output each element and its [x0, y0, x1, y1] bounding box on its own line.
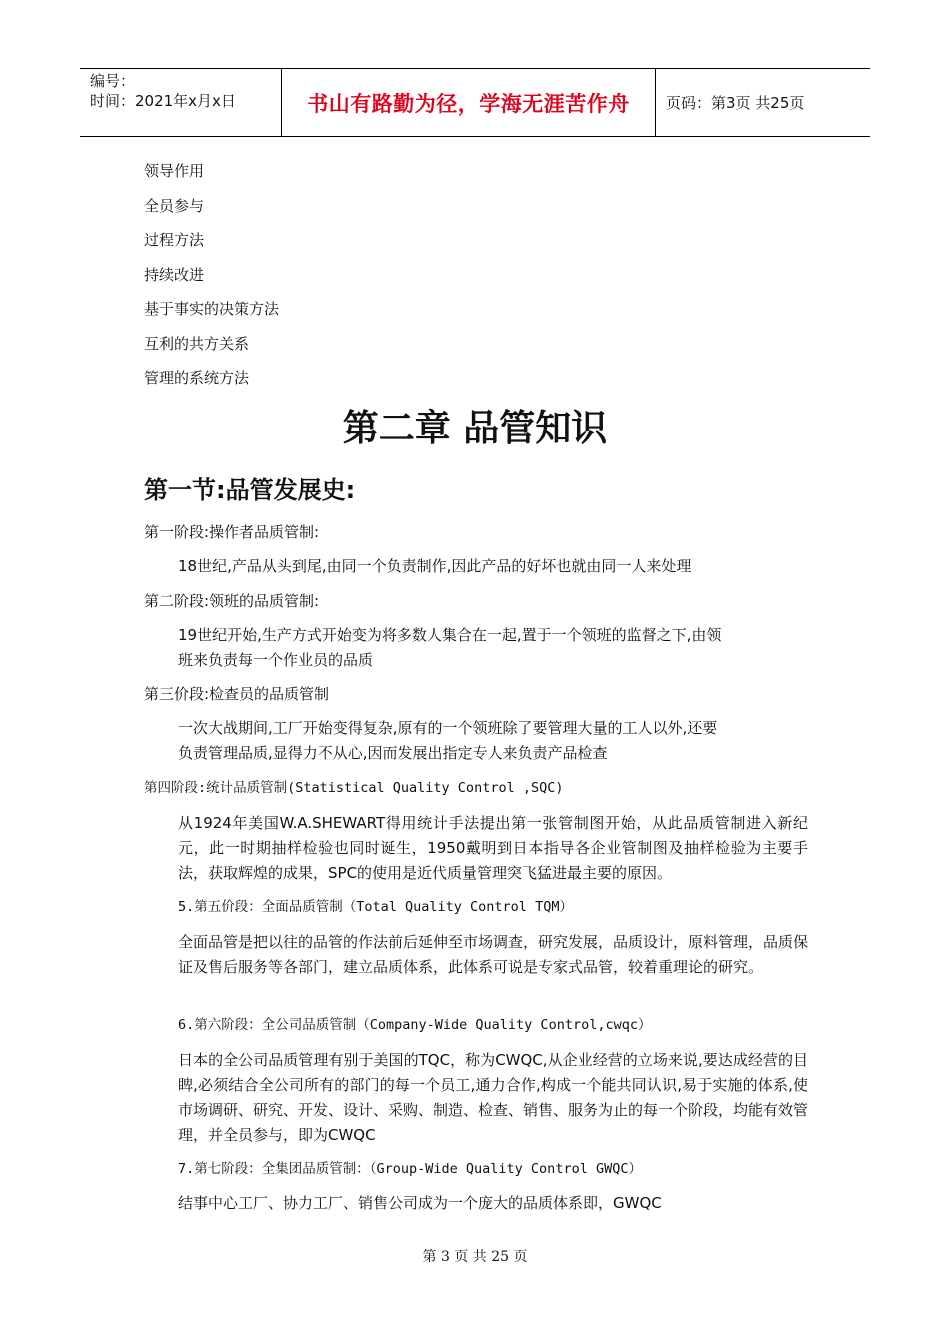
stage7-title: 7.第七阶段：全集团品质管制：（Group-Wide Quality Control GWQC）: [178, 1161, 642, 1177]
header-page-number: 页码：第3页 共25页: [666, 94, 805, 112]
principle-item: 基于事实的决策方法: [144, 300, 280, 318]
stage3-body-line1: 一次大战期间,工厂开始变得复杂,原有的一个领班除了要管理大量的工人以外,还要: [178, 719, 718, 737]
principle-item: 互利的共方关系: [144, 335, 250, 353]
principle-item: 过程方法: [144, 231, 205, 249]
header-meta: [80, 69, 282, 136]
stage2-body-line2: 班来负责每一个作业员的品质: [178, 651, 374, 669]
stage2-title: 第二阶段:领班的品质管制:: [144, 592, 320, 610]
stage4-title: 第四阶段:统计品质管制(Statistical Quality Control ,SQC): [144, 780, 564, 796]
stage5-title: 5.第五价段：全面品质管制（Total Quality Control TQM）: [178, 899, 573, 915]
stage1-body: 18世纪,产品从头到尾,由同一个负责制作,因此产品的好坏也就由同一人来处理: [178, 557, 692, 575]
principle-item: 管理的系统方法: [144, 369, 250, 387]
page-header: [80, 68, 870, 137]
document-number: 编号：: [90, 72, 136, 90]
stage3-body-line2: 负责管理品质,显得力不从心,因而发展出指定专人来负责产品检查: [178, 744, 608, 762]
principle-item: 全员参与: [144, 197, 205, 215]
stage6-title: 6.第六阶段：全公司品质管制（Company-Wide Quality Control,cwqc）: [178, 1017, 652, 1033]
section-title: 第一节:品管发展史:: [144, 476, 356, 504]
stage7-body: 结事中心工厂、协力工厂、销售公司成为一个庞大的品质体系即，GWQC: [178, 1194, 662, 1212]
document-date: 时间：2021年x月x日: [90, 92, 236, 110]
chapter-title: 第二章 品管知识: [342, 408, 608, 449]
header-motto: 书山有路勤为径，学海无涯苦作舟: [282, 69, 656, 136]
stage5-body: 全面品管是把以往的品管的作法前后延伸至市场调查，研究发展，品质设计，原料管理，品质保证及售后服务等各部门，建立品质体系，此体系可说是专家式品管，较着重理论的研究。: [178, 933, 809, 976]
stage4-body: 从1924年美国W.A.SHEWART得用统计手法提出第一张管制图开始，从此品质管制进入新纪元，此一时期抽样检验也同时诞生，1950戴明到日本指导各企业管制图及抽样检验为主要手法，获取辉煌的成果，SPC的使用是近代质量管理突飞猛进最主要的原因。: [178, 814, 808, 882]
principle-item: 持续改进: [144, 266, 205, 284]
page-footer: 第 3 页 共 25 页: [422, 1249, 528, 1265]
principle-item: 领导作用: [144, 162, 205, 180]
stage1-title: 第一阶段:操作者品质管制:: [144, 523, 320, 541]
stage3-title: 第三价段:检查员的品质管制: [144, 685, 330, 703]
stage6-body: 日本的全公司品质管理有别于美国的TQC，称为CWQC,从企业经营的立场来说,要达成经营的目睥,必须结合全公司所有的部门的每一个员工,通力合作,构成一个能共同认识,易于实施的体系,使市场调研、研究、开发、设计、采购、制造、检查、销售、服务为止的每一个阶段，均能有效管理，并全员参与，即为CWQC: [178, 1051, 809, 1144]
stage2-body-line1: 19世纪开始,生产方式开始变为将多数人集合在一起,置于一个领班的监督之下,由领: [178, 626, 722, 644]
